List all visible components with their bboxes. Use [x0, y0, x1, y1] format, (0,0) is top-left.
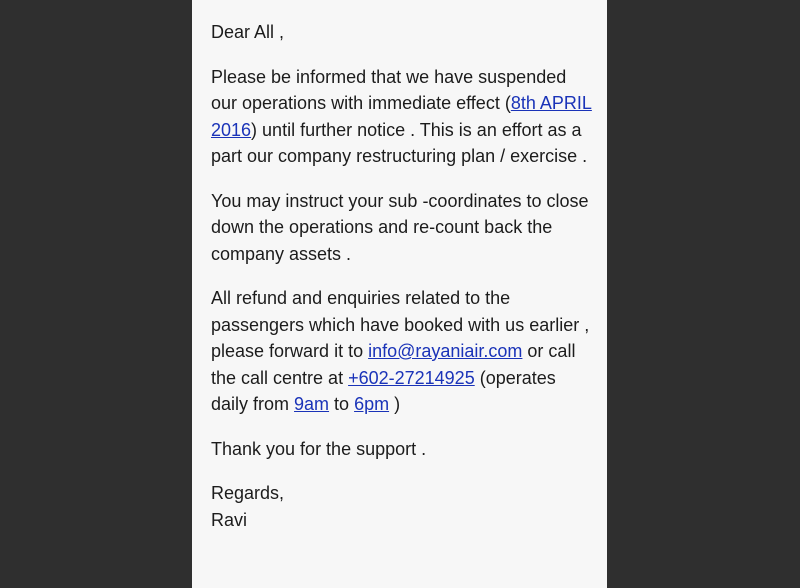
email-body	[192, 0, 607, 588]
p1-text-before: Please be informed that we have suspended our operations with immediate effect (	[211, 66, 567, 113]
paragraph-suspension	[211, 64, 597, 170]
end-time-link[interactable]: 6pm	[354, 394, 390, 414]
date-link[interactable]: 8th APRIL 2016	[211, 93, 592, 140]
p3-text-before: All refund and enquiries related to the passengers which have booked with us earlier , please forward it to	[211, 288, 590, 361]
p3-text-mid2: (operates daily from	[211, 367, 556, 414]
p3-text-end: )	[389, 394, 401, 414]
start-time-link[interactable]: 9am	[294, 394, 330, 414]
p1-text-after: ) until further notice . This is an effort as a part our company restructuring plan / exercise .	[211, 119, 588, 166]
paragraph-instructions: You may instruct your sub -coordinates to close down the operations and re-count back the company assets .	[211, 190, 589, 264]
phone-number-link[interactable]: +602-27214925	[348, 367, 475, 388]
paragraph-refunds	[211, 285, 597, 418]
signature-name: Ravi	[211, 509, 248, 530]
greeting: Dear All ,	[211, 22, 285, 42]
p3-text-mid: or call the call centre at	[211, 341, 576, 388]
closing-block	[211, 480, 597, 533]
closing-line: Regards,	[211, 483, 285, 503]
p3-text-to: to	[329, 394, 355, 414]
email-address-link[interactable]: info@rayaniair.com	[368, 341, 523, 361]
thank-you-line: Thank you for the support .	[211, 438, 427, 459]
